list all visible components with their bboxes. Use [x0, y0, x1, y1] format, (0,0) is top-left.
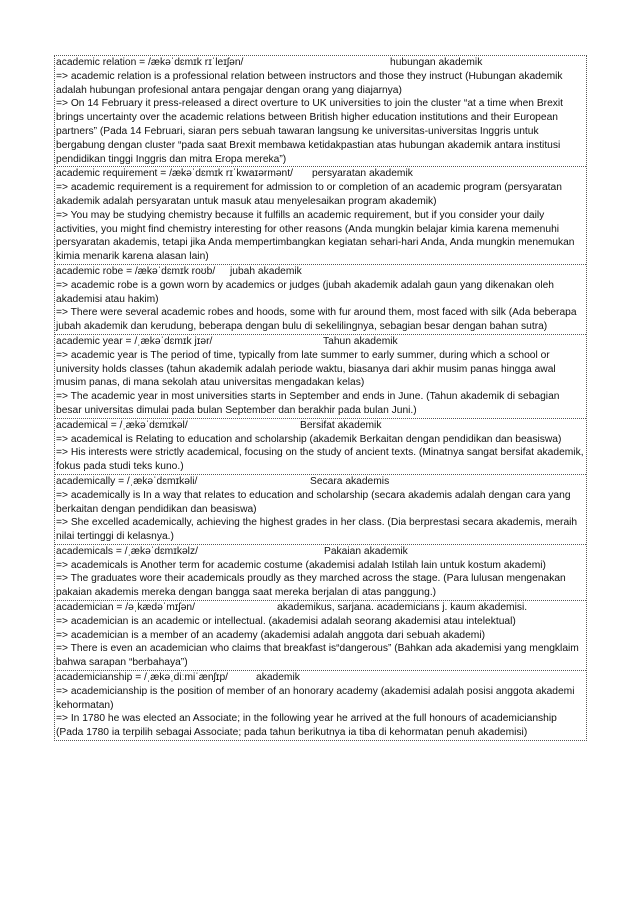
entry-header — [56, 419, 585, 433]
definition-line: => academic requirement is a requirement for admission to or completion of an academic program (persyaratan akademik adalah persyaratan untuk masuk atau menyelesaikan program akademik) — [56, 182, 562, 207]
example-line: => academician is a member of an academy (akademisi adalah anggota dari sebuah akademi) — [56, 629, 486, 641]
example-line: => On 14 February it press-released a direct overture to UK universities to join the cluster “at a time when Brexit brings uncertainty over the academic relations between British higher education institutions and their European partners” (Pada 14 Februari, siaran pers sebuah tawaran langsung ke universitas-universitas Inggris untuk bergabung dengan cluster “pada saat Brexit membawa ketidakpastian atas hubungan akademik antara institusi pendidikan tinggi Inggris dan mitra Eropa mereka”) — [56, 98, 564, 165]
translation: Bersifat akademik — [300, 419, 382, 431]
dictionary-entry — [55, 601, 586, 671]
headword-pronunciation: academical = /ˌækəˈdɛmɪkəl/ — [56, 419, 188, 431]
translation: Tahun akademik — [323, 335, 398, 347]
example-line: => The academic year in most universities starts in September and ends in June. (Tahun akademik di sebagian besar universitas dimulai pada bulan September dan berakhir pada bulan Juni.) — [56, 391, 560, 416]
translation: akademik — [256, 672, 300, 684]
dictionary-entry — [55, 335, 586, 419]
entry-header — [56, 475, 585, 489]
dictionary-entry — [55, 167, 586, 265]
example-line: => In 1780 he was elected an Associate; in the following year he arrived at the full honours of academicianship (Pada 1780 ia terpilih sebagai Associate; pada tahun berikutnya ia tiba di kehormatan penuh akademisi) — [56, 713, 557, 739]
translation: jubah akademik — [230, 265, 302, 277]
entry-header — [56, 335, 585, 349]
headword-pronunciation: academic requirement = /ækəˈdɛmɪk rɪˈkwaɪərmənt/ — [56, 168, 293, 180]
translation: Secara akademis — [310, 475, 390, 487]
dictionary-entry — [55, 265, 586, 335]
translation: hubungan akademik — [390, 57, 483, 68]
entry-header — [56, 265, 585, 279]
entry-header — [56, 545, 585, 559]
headword-pronunciation: academic relation = /ækəˈdɛmɪk rɪˈleɪʃən/ — [56, 57, 244, 68]
translation: akademikus, sarjana. academicians j. kaum akademisi. — [277, 602, 528, 614]
example-line: => You may be studying chemistry because it fulfills an academic requirement, but if you consider your daily activities, you might find chemistry interesting for other reasons (Anda mungkin belajar kimia karena memenuhi persyaratan akademis, tetapi jika Anda mempertimbangkan kegiatan sehari-hari Anda, Anda mungkin menemukan kimia menarik karena alasan lain) — [56, 209, 575, 263]
dictionary-entry — [55, 475, 586, 545]
definition-line: => academic relation is a professional relation between instructors and those they instruct (Hubungan akademik adalah hubungan profesional antara pengajar dengan orang yang diajarnya) — [56, 70, 563, 96]
example-line: => She excelled academically, achieving the highest grades in her class. (Dia berprestasi secara akademis, meraih nilai tertinggi di kelasnya.) — [56, 517, 578, 543]
definition-line: => academically is In a way that relates to education and scholarship (secara akademis adalah dengan cara yang berkaitan dengan pendidikan dan beasiswa) — [56, 489, 571, 515]
definition-line: => academical is Relating to education and scholarship (akademik Berkaitan dengan pendidikan dan beasiswa) — [56, 433, 562, 445]
dictionary-entry — [55, 545, 586, 601]
dictionary-document — [54, 55, 587, 741]
entry-header — [56, 167, 585, 181]
entry-header — [56, 601, 585, 615]
example-line: => There is even an academician who claims that breakfast is“dangerous” (Bahkan ada akademisi yang mengklaim bahwa sarapan “berbahaya”) — [56, 643, 579, 669]
headword-pronunciation: academician = /əˌkædəˈmɪʃən/ — [56, 602, 195, 614]
headword-pronunciation: academicals = /ˌækəˈdɛmɪkəlz/ — [56, 545, 198, 557]
example-line: => There were several academic robes and hoods, some with fur around them, most faced with silk (Ada beberapa jubah akademik dan kerudung, beberapa dengan bulu di sekelilingnya, sebagian besar dengan bahan sutra) — [56, 307, 577, 333]
example-line: => His interests were strictly academical, focusing on the study of ancient texts. (Minatnya sangat bersifat akademik, fokus pada studi teks kuno.) — [56, 447, 584, 473]
example-line: => The graduates wore their academicals proudly as they marched across the stage. (Para lulusan mengenakan pakaian akademis mereka dengan bangga saat mereka berjalan di atas panggung.) — [56, 573, 566, 599]
definition-line: => academic robe is a gown worn by academics or judges (jubah akademik adalah gaun yang dikenakan oleh akademisi atau hakim) — [56, 279, 555, 305]
entry-header — [56, 56, 585, 70]
definition-line: => academicianship is the position of member of an honorary academy (akademisi adalah posisi anggota akademi kehormatan) — [56, 685, 575, 711]
headword-pronunciation: academic year = /ˌækəˈdɛmɪk jɪər/ — [56, 335, 213, 347]
headword-pronunciation: academicianship = /ˌækəˌdiːmiˈænʃɪp/ — [56, 672, 228, 684]
translation: Pakaian akademik — [324, 545, 408, 557]
definition-line: => academicals is Another term for academic costume (akademisi adalah Istilah lain untuk kostum akademi) — [56, 559, 546, 571]
dictionary-entry — [55, 56, 586, 167]
headword-pronunciation: academically = /ˌækəˈdɛmɪkəli/ — [56, 475, 198, 487]
headword-pronunciation: academic robe = /ækəˈdɛmɪk roʊb/ — [56, 265, 216, 277]
definition-line: => academic year is The period of time, typically from late summer to early summer, during which a school or university holds classes (tahun akademik adalah periode waktu, biasanya dari akhir musim panas hingga awal musim panas, di mana sekolah atau universitas mengadakan kelas) — [56, 349, 556, 389]
translation: persyaratan akademik — [312, 168, 413, 180]
dictionary-entry — [55, 671, 586, 740]
dictionary-entry — [55, 419, 586, 475]
entry-header — [56, 671, 585, 685]
definition-line: => academician is an academic or intellectual. (akademisi adalah seorang akademisi atau intelektual) — [56, 615, 516, 627]
